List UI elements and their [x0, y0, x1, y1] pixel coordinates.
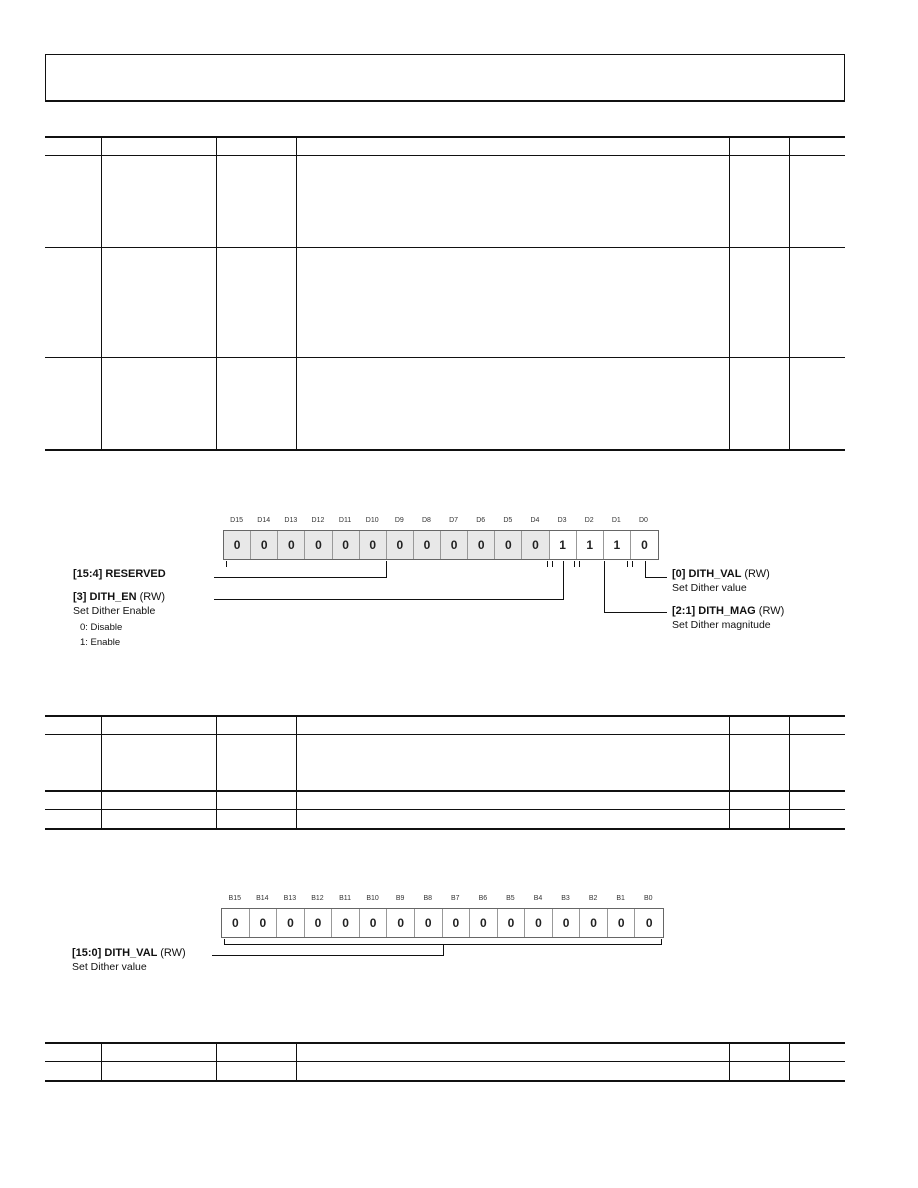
- field-dith-en-desc: Set Dither Enable: [73, 605, 156, 617]
- register-table-3: [45, 1042, 845, 1082]
- bit-label: B14: [256, 895, 269, 902]
- bit-value-cell: 0: [415, 909, 443, 937]
- bit-value-cell: 1: [577, 531, 604, 559]
- bit-value-cell: 0: [522, 531, 549, 559]
- bit-label: D6: [476, 517, 486, 524]
- bit-value-cell: 0: [468, 531, 495, 559]
- bit-label: B7: [451, 895, 460, 902]
- bit-label: D5: [503, 517, 513, 524]
- bit-value-cell: 0: [641, 538, 648, 552]
- bit-value-cell: 0: [222, 909, 250, 937]
- bit-value-cell: 0: [305, 531, 332, 559]
- bit-value-cell: 0: [387, 909, 415, 937]
- field-reserved-title: [15:4] RESERVED: [73, 568, 166, 580]
- bit-value-cell: 0: [414, 531, 441, 559]
- bit-value-cell: 1: [550, 531, 577, 559]
- bit-label: D0: [638, 517, 648, 524]
- bit-label: D12: [311, 517, 325, 524]
- bit-value-cell: 0: [525, 909, 553, 937]
- bit-value-cell: 0: [580, 909, 608, 937]
- bit-label: D14: [257, 517, 271, 524]
- field-dith-val-title: [0] DITH_VAL (RW): [672, 568, 770, 580]
- bit-label: D3: [557, 517, 567, 524]
- bit-value-cell: 0: [305, 909, 333, 937]
- bit-label: B3: [561, 895, 570, 902]
- bit-label: D2: [584, 517, 594, 524]
- bit-label: B1: [616, 895, 625, 902]
- bit-value-cell: 0: [277, 909, 305, 937]
- bit-value-cell: 0: [360, 531, 387, 559]
- bit-label: B15: [228, 895, 242, 902]
- bit-value-cell: 0: [441, 531, 468, 559]
- field-dith-mag-desc: Set Dither magnitude: [672, 619, 771, 631]
- bit-value-cell: 0: [278, 531, 305, 559]
- bit-label: B4: [533, 895, 543, 902]
- field-dith-en-title: [3] DITH_EN (RW): [73, 591, 166, 603]
- bit-value-cell: 0: [443, 909, 471, 937]
- bit-label: B13: [283, 895, 297, 902]
- bit-label: D15: [230, 517, 243, 524]
- bit-label: B5: [506, 895, 515, 902]
- bit-value-cell: 0: [360, 909, 388, 937]
- bit-label: D9: [394, 517, 404, 524]
- bit-label: B11: [339, 895, 351, 902]
- bit-value-cell: 0: [608, 909, 636, 937]
- bit-label: B2: [588, 895, 598, 902]
- field-dith-mag-title: [2:1] DITH_MAG (RW): [672, 605, 785, 617]
- bit-value-cell: 0: [495, 531, 522, 559]
- bit-value-cell: 0: [470, 909, 498, 937]
- field-dith-en-option-0: 0: Disable: [80, 622, 123, 633]
- bit-value-cell: 0: [251, 531, 278, 559]
- bit-value-cell: 1: [604, 531, 631, 559]
- bit-label: D11: [338, 517, 352, 524]
- bit-label: B10: [366, 895, 379, 902]
- field-dith-en-option-1: 1: Enable: [80, 637, 121, 648]
- bit-label: B12: [311, 895, 324, 902]
- field-dith-val-desc: Set Dither value: [672, 582, 747, 594]
- bit-value-cell: 0: [387, 531, 414, 559]
- bit-value-cell: 0: [224, 531, 251, 559]
- bit-label: D8: [421, 517, 431, 524]
- bit-label: B0: [643, 895, 653, 902]
- bit-label: D13: [284, 517, 298, 524]
- bit-label: D10: [365, 517, 379, 524]
- bit-label: B8: [423, 895, 432, 902]
- bit-label: B6: [478, 895, 488, 902]
- bit-value-cell: 0: [333, 531, 360, 559]
- bit-value-row: [221, 908, 664, 938]
- bit-value-cell: 0: [250, 909, 278, 937]
- bit-label: D1: [611, 517, 621, 524]
- bit-label: D7: [449, 517, 459, 524]
- bit-value-cell: 0: [498, 909, 526, 937]
- bit-value-cell: 0: [332, 909, 360, 937]
- bit-value-cell: 0: [553, 909, 581, 937]
- field-dith-val-title: [15:0] DITH_VAL (RW): [72, 947, 186, 959]
- bit-label-row: [221, 895, 664, 905]
- bit-value-cell: 0: [645, 916, 653, 930]
- bit-label: D4: [530, 517, 540, 524]
- bit-label: B9: [395, 895, 405, 902]
- field-dith-val-desc: Set Dither value: [72, 961, 147, 973]
